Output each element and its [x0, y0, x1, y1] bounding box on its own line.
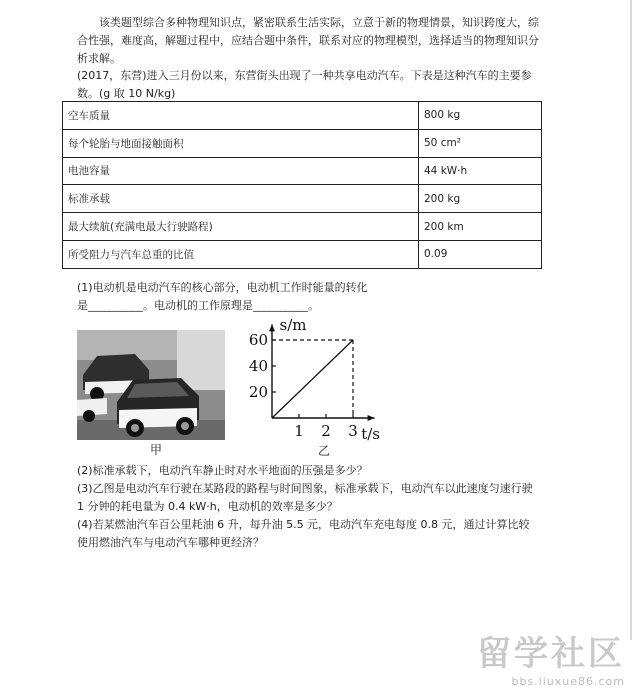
- param-label: 空车质量: [63, 102, 419, 130]
- table-row: [63, 157, 542, 185]
- y-tick-label: 40: [248, 357, 268, 375]
- y-tick-label: 60: [248, 331, 268, 349]
- watermark-logo-text: 留学社区: [477, 634, 625, 674]
- param-value: 200 km: [419, 213, 542, 241]
- y-axis-title: s/m: [279, 316, 307, 334]
- y-axis-arrow: [269, 324, 275, 331]
- table-row: [63, 185, 542, 213]
- car-illustration: [77, 330, 225, 440]
- question-1: [77, 279, 377, 315]
- x-tick-label: 2: [321, 422, 331, 440]
- param-label: 最大续航(充满电最大行驶路程): [63, 213, 419, 241]
- intro-paragraph: [77, 14, 547, 68]
- param-value: 50 cm²: [419, 129, 542, 157]
- x-tick-label: 1: [294, 422, 304, 440]
- param-label: 所受阻力与汽车总重的比值: [63, 240, 419, 268]
- table-row: [63, 129, 542, 157]
- car-photo: [77, 330, 225, 440]
- distance-time-graph: [238, 312, 398, 458]
- y-tick-label: 20: [248, 383, 268, 401]
- param-value: 200 kg: [419, 185, 542, 213]
- param-value: 0.09: [419, 240, 542, 268]
- figure-jia-label: 甲: [150, 443, 163, 457]
- param-label: 标准承载: [63, 185, 419, 213]
- param-label: 电池容量: [63, 157, 419, 185]
- question-3-text: (3)乙图是电动汽车行驶在某路段的路程与时间图象，标准承载下，电动汽车以此速度匀速行驶 1 分钟的耗电量为 0.4 kW·h，电动机的效率是多少？: [77, 482, 533, 513]
- param-label: 每个轮胎与地面接触面积: [63, 129, 419, 157]
- data-line: [272, 340, 353, 418]
- param-value: 44 kW·h: [419, 157, 542, 185]
- table-row: [63, 213, 542, 241]
- param-value: 800 kg: [419, 102, 542, 130]
- parameter-table: [62, 101, 542, 269]
- x-axis-arrow: [368, 415, 375, 421]
- x-axis-title: t/s: [361, 425, 380, 443]
- figure-yi-label: 乙: [318, 444, 331, 458]
- problem-intro-text: (2017，东营)进入三月份以来，东营街头出现了一种共享电动汽车。下表是这种汽车的主要参数。(g 取 10 N/kg): [77, 69, 532, 100]
- question-4-text: (4)若某燃油汽车百公里耗油 6 升，每升油 5.5 元，电动汽车充电每度 0.8 元，通过计算比较使用燃油汽车与电动汽车哪种更经济？: [77, 518, 530, 549]
- question-4: [77, 516, 535, 552]
- site-watermark: [477, 626, 625, 688]
- problem-intro: [77, 67, 547, 103]
- question-2-text: (2)标准承载下，电动汽车静止时对水平地面的压强是多少？: [77, 464, 368, 477]
- page-edge-rule: [630, 0, 632, 640]
- x-tick-label: 3: [348, 422, 358, 440]
- intro-text: 该类题型综合多种物理知识点，紧密联系生活实际，立意于新的物理情景，知识跨度大，综合性强，难度高，解题过程中，应结合题中条件，联系对应的物理模型，选择适当的物理知识分析求解。: [77, 16, 539, 65]
- question-3: [77, 480, 535, 516]
- table-row: [63, 102, 542, 130]
- table-row: [63, 240, 542, 268]
- watermark-url: bbs.liuxue86.com: [511, 675, 625, 688]
- question-1-text: (1)电动机是电动汽车的核心部分，电动机工作时能量的转化是__________。电动机的工作原理是__________。: [77, 281, 368, 312]
- question-2: [77, 462, 557, 480]
